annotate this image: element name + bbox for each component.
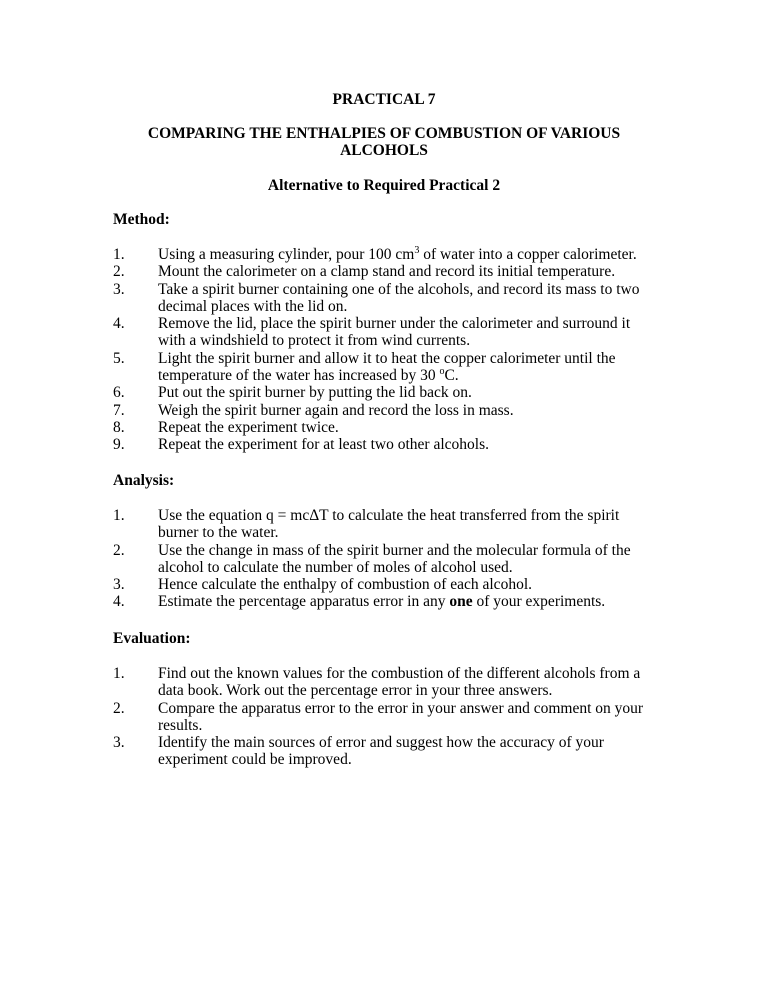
item-number: 2.	[113, 541, 125, 559]
item-text: Use the change in mass of the spirit burner and the molecular formula of the alcohol to calculate the number of moles of alcohol used.	[158, 541, 631, 576]
method-item	[113, 246, 658, 263]
method-item	[113, 350, 658, 385]
evaluation-item	[113, 700, 658, 735]
method-heading: Method:	[113, 211, 170, 228]
superscript: 3	[414, 245, 420, 256]
item-number: 9.	[113, 436, 125, 454]
item-number: 4.	[113, 315, 125, 333]
item-text: of your experiments.	[472, 593, 606, 611]
analysis-item	[113, 507, 658, 542]
analysis-item	[113, 542, 658, 577]
item-text: Estimate the percentage apparatus error in any	[158, 593, 450, 611]
item-number: 8.	[113, 418, 125, 436]
method-item	[113, 419, 658, 436]
item-text: C.	[444, 367, 459, 385]
method-list	[113, 246, 658, 454]
item-text: Identify the main sources of error and suggest how the accuracy of your experiment could be improved.	[158, 734, 604, 769]
analysis-item	[113, 593, 658, 610]
item-number: 3.	[113, 734, 125, 752]
item-number: 4.	[113, 593, 125, 611]
method-item	[113, 402, 658, 419]
item-number: 1.	[113, 665, 125, 682]
evaluation-list	[113, 665, 658, 769]
analysis-list	[113, 507, 658, 611]
item-number: 5.	[113, 349, 125, 367]
item-text: Put out the spirit burner by putting the lid back on.	[158, 384, 472, 402]
evaluation-heading: Evaluation:	[113, 630, 191, 647]
item-text: Find out the known values for the combustion of the different alcohols from a data book. Work out the percentage error in your three answers.	[158, 665, 641, 700]
item-number: 1.	[113, 246, 125, 263]
item-number: 2.	[113, 263, 125, 281]
item-text: Repeat the experiment for at least two other alcohols.	[158, 436, 489, 454]
item-text: Weigh the spirit burner again and record the loss in mass.	[158, 401, 514, 419]
bold-emphasis: one	[449, 593, 473, 611]
item-text: Take a spirit burner containing one of the alcohols, and record its mass to two decimal places with the lid on.	[158, 280, 640, 315]
method-item	[113, 384, 658, 401]
item-text: Repeat the experiment twice.	[158, 418, 339, 436]
evaluation-item	[113, 734, 658, 769]
item-text: of water into a copper calorimeter.	[419, 246, 637, 263]
document-title: PRACTICAL 7	[332, 91, 436, 108]
method-item	[113, 315, 658, 350]
item-text: Light the spirit burner and allow it to heat the copper calorimeter until the temperature of the water has increased by 30	[158, 349, 616, 385]
item-text: Mount the calorimeter on a clamp stand and record its initial temperature.	[158, 263, 616, 281]
item-text: Use the equation q = mcΔT to calculate the heat transferred from the spirit burner to the water.	[158, 507, 620, 542]
document-subtitle-line2: ALCOHOLS	[340, 142, 428, 159]
document-note: Alternative to Required Practical 2	[267, 177, 501, 194]
method-item	[113, 263, 658, 280]
item-text: Remove the lid, place the spirit burner under the calorimeter and surround it with a windshield to protect it from wind currents.	[158, 315, 631, 350]
item-number: 1.	[113, 507, 125, 524]
item-number: 2.	[113, 699, 125, 717]
item-number: 3.	[113, 576, 125, 594]
document-subtitle-line1: COMPARING THE ENTHALPIES OF COMBUSTION OF VARIOUS	[147, 125, 621, 142]
analysis-item	[113, 576, 658, 593]
evaluation-item	[113, 665, 658, 700]
item-text: Using a measuring cylinder, pour 100 cm	[158, 246, 415, 263]
item-number: 6.	[113, 384, 125, 402]
item-number: 3.	[113, 280, 125, 298]
item-text: Compare the apparatus error to the error in your answer and comment on your results.	[158, 699, 644, 734]
item-text: Hence calculate the enthalpy of combustion of each alcohol.	[158, 576, 532, 594]
superscript: o	[439, 366, 445, 378]
method-item	[113, 281, 658, 316]
method-item	[113, 436, 658, 453]
item-number: 7.	[113, 401, 125, 419]
analysis-heading: Analysis:	[113, 472, 175, 489]
